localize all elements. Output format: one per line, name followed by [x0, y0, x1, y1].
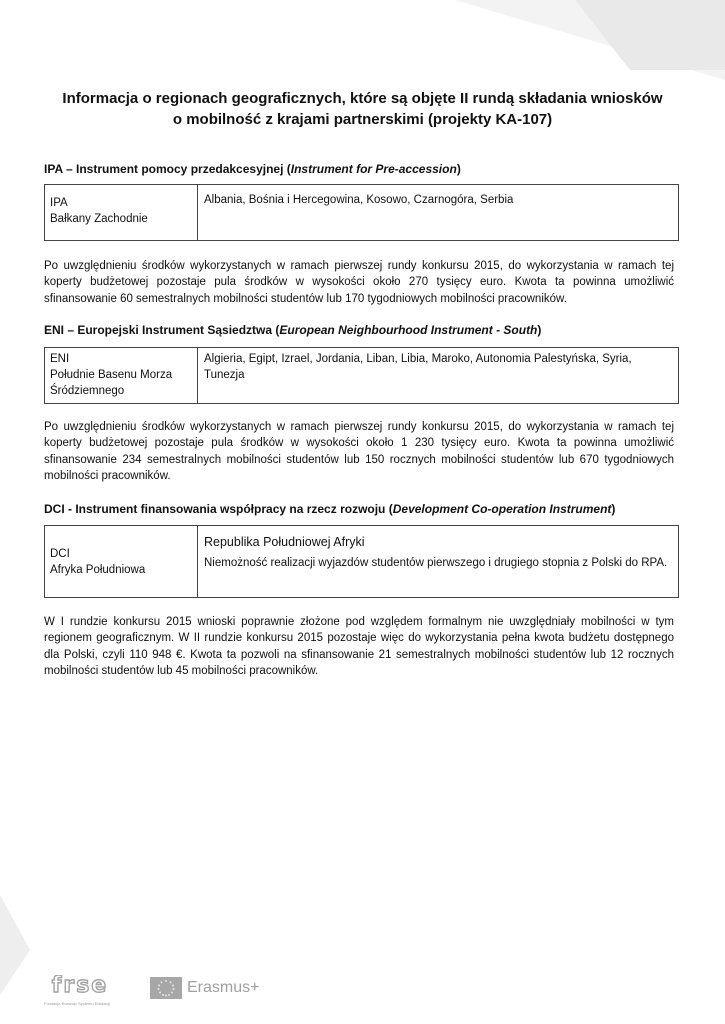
- dci-region-name: Afryka Południowa: [50, 564, 146, 576]
- ipa-table: [44, 184, 679, 241]
- eni-paragraph: Po uwzględnieniu środków wykorzystanych w ramach pierwszej rundy konkursu 2015, do wykorzystania w ramach tej koperty budżetowej pozostaje pula środków w wysokości około 1 230 tysięcy euro. Kwota ta powinna umożliwić sfinansowanie 234 semestralnych mobilności studentów lub 150 rocznych mobilności studentów lub 670 tygodniowych mobilności pracowników.: [44, 421, 674, 483]
- ipa-heading-italic: Instrument for Pre-accession: [290, 162, 457, 176]
- dci-paragraph: W I rundzie konkursu 2015 wnioski poprawnie złożone pod względem formalnym nie uwzględniały mobilności w tym regionem geograficznym. W II rundzie konkursu 2015 pozostaje więc do wykorzystania pełna kwota budżetu dostępnego dla Polski, czyli 110 948 €. Kwota ta pozwoli na sfinansowanie 21 semestralnych mobilności studentów lub 12 rocznych mobilności studentów lub 45 mobilności pracowników.: [44, 616, 674, 678]
- ipa-region-cell: [45, 185, 198, 240]
- dci-countries-cell: [198, 526, 678, 597]
- erasmus-logo: [150, 977, 259, 999]
- frse-logo: [44, 975, 116, 1006]
- eni-table: [44, 347, 679, 404]
- ipa-section-heading: [44, 162, 684, 177]
- frse-tagline: Fundacja Rozwoju Systemu Edukacji: [44, 1001, 110, 1006]
- eni-region-cell: [45, 348, 198, 403]
- eni-countries: Algieria, Egipt, Izrael, Jordania, Liban, Libia, Maroko, Autonomia Palestyńska, Syria, Tunezja: [204, 353, 632, 381]
- dci-region-cell: [45, 526, 198, 597]
- eni-heading-text: ENI – Europejski Instrument Sąsiedztwa (: [44, 323, 280, 337]
- frse-logo-text: frse: [51, 975, 109, 995]
- dci-heading-text: DCI - Instrument finansowania współpracy na rzecz rozwoju (: [44, 502, 393, 516]
- dci-code: DCI: [50, 548, 70, 560]
- eni-heading-suffix: ): [537, 323, 542, 337]
- ipa-heading-text: IPA – Instrument pomocy przedakcesyjnej (: [44, 162, 291, 176]
- page-title-line-2: o mobilność z krajami partnerskimi (projekty KA-107): [172, 111, 553, 128]
- bottom-left-corner-decoration: [0, 895, 40, 1024]
- dci-table: [44, 525, 679, 598]
- ipa-heading-suffix: ): [456, 162, 461, 176]
- eni-region-name: Południe Basenu Morza Śródziemnego: [50, 369, 173, 397]
- ipa-code: IPA: [50, 197, 68, 209]
- ipa-paragraph: Po uwzględnieniu środków wykorzystanych w ramach pierwszej rundy konkursu 2015, do wykorzystania w ramach tej koperty budżetowej pozostaje pula środków w wysokości około 270 tysięcy euro. Kwota ta powinna umożliwić sfinansowanie 60 semestralnych mobilności studentów lub 170 tygodniowych mobilności pracowników.: [44, 260, 674, 305]
- eni-code: ENI: [50, 353, 70, 365]
- dci-section-heading: [44, 502, 684, 517]
- eu-flag-icon: [150, 977, 182, 999]
- top-right-corner-decoration: [455, 0, 725, 80]
- page-title: [45, 88, 680, 130]
- page-title-line-1: Informacja o regionach geograficznych, które są objęte II rundą składania wniosków: [62, 90, 663, 107]
- dci-heading-suffix: ): [611, 502, 616, 516]
- eni-section-heading: [44, 323, 684, 338]
- dci-countries: Republika Południowej Afryki: [204, 535, 365, 549]
- erasmus-logo-text: Erasmus+: [187, 979, 260, 996]
- dci-heading-italic: Development Co-operation Instrument: [392, 502, 612, 516]
- frse-logo-mark: [44, 975, 116, 995]
- dci-note: Niemożność realizacji wyjazdów studentów pierwszego i drugiego stopnia z Polski do RPA.: [204, 557, 668, 569]
- eni-heading-italic: European Neighbourhood Instrument - South: [279, 323, 538, 337]
- eni-countries-cell: [198, 348, 678, 403]
- ipa-countries: Albania, Bośnia i Hercegowina, Kosowo, Czarnogóra, Serbia: [204, 194, 514, 206]
- ipa-region-name: Bałkany Zachodnie: [50, 213, 148, 225]
- ipa-countries-cell: [198, 185, 678, 240]
